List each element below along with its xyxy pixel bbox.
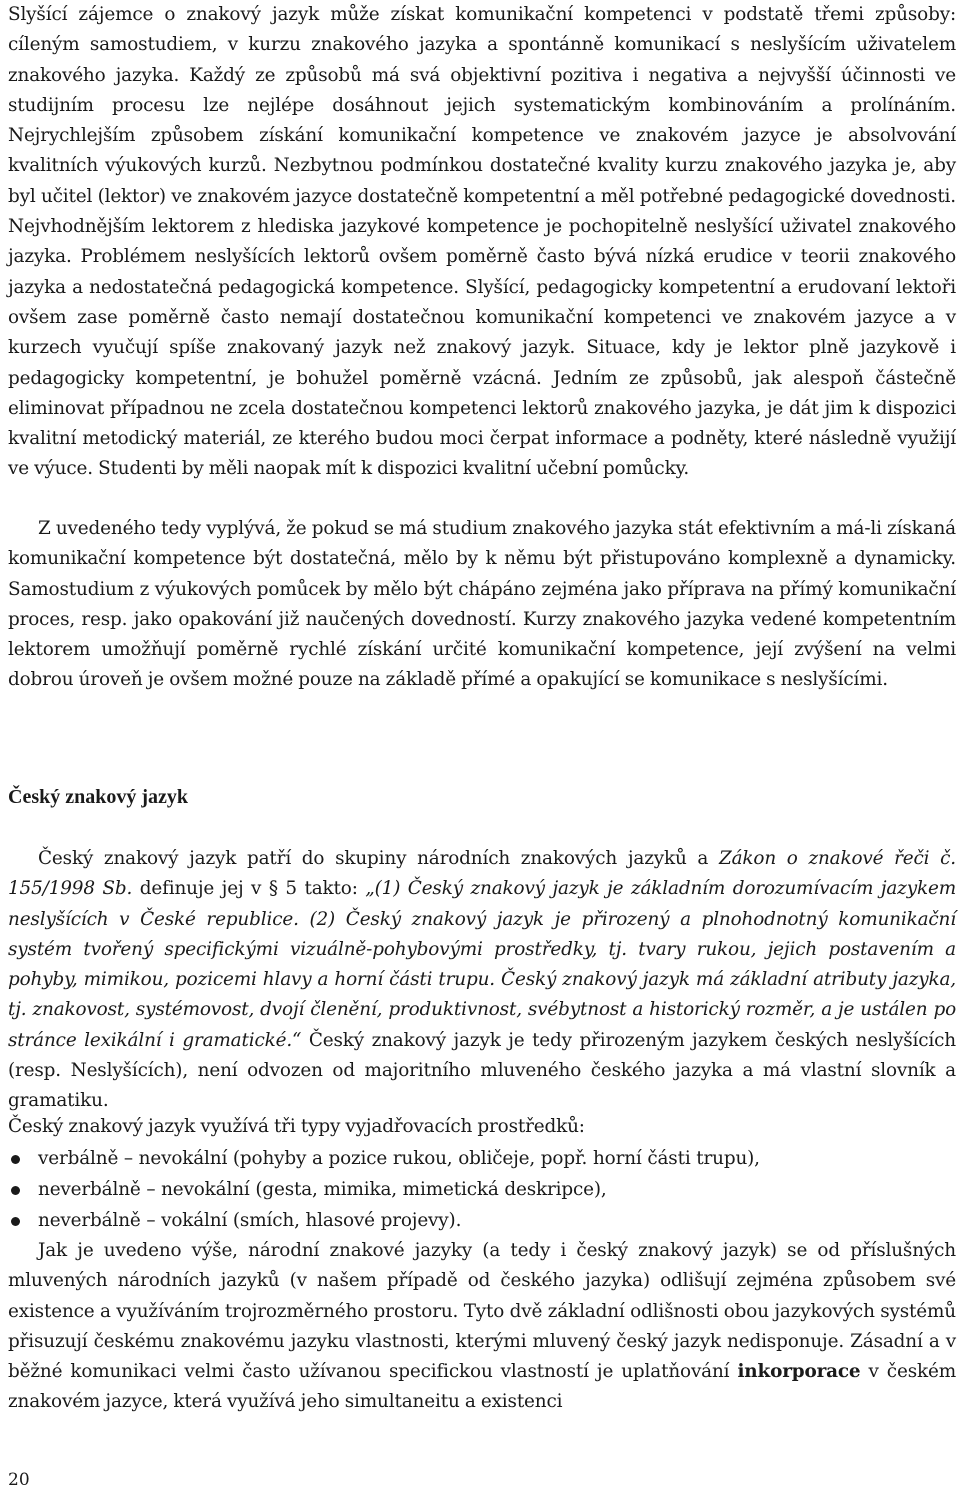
- list-item: [8, 1205, 956, 1236]
- bold-term: inkorporace: [737, 1361, 861, 1383]
- text-span: definuje jej v § 5 takto:: [132, 878, 366, 900]
- law-name: Zákon o znakové řeči č. 155/1998 Sb.: [8, 848, 956, 900]
- bullet-icon: [11, 1155, 20, 1164]
- list-item-text: verbálně – nevokální (pohyby a pozice rukou, obličeje, popř. horní části trupu),: [38, 1148, 760, 1169]
- section-heading: Český znakový jazyk: [8, 786, 189, 808]
- list-item-text: neverbálně – nevokální (gesta, mimika, mimetická deskripce),: [38, 1179, 607, 1200]
- text-span: Jak je uvedeno výše, národní znakové jazyky (a tedy i český znakový jazyk) se od příslušných mluvených národních jazyků (v našem případě od českého jazyka) odlišují zejména způsobem své existence a využíváním trojrozměrného prostoru. Tyto dvě základní odlišnosti obou jazykových systémů přisuzují českému znakovému jazyku vlastnosti, kterými mluvený český jazyk nedisponuje. Zásadní a v běžné komunikaci velmi často užívanou specifickou vlastností je uplatňování: [8, 1240, 956, 1383]
- list-item-text: neverbálně – vokální (smích, hlasové projevy).: [38, 1210, 462, 1231]
- text-span: Český znakový jazyk je tedy přirozeným jazykem českých neslyšících (resp. Neslyšících), není odvozen od majoritního mluveného českého jazyka a má vlastní slovník a gramatiku.: [8, 1029, 956, 1112]
- paragraph: Z uvedeného tedy vyplývá, že pokud se má studium znakového jazyka stát efektivním a má-li získaná komunikační kompetence být dostatečná, mělo by k němu být přistupováno komplexně a dynamicky. Samostudium z výukových pomůcek by mělo být chápáno zejména jako příprava na přímý komunikační proces, resp. jako opakování již naučených dovedností. Kurzy znakového jazyka vedené kompetentním lektorem umožňují poměrně rychlé získání určité komunikační kompetence, její zvýšení na velmi dobrou úroveň je ovšem možné pouze na základě přímé a opakující se komunikace s neslyšícími.: [8, 518, 956, 691]
- text-span: Český znakový jazyk patří do skupiny národních znakových jazyků a: [38, 848, 719, 869]
- law-quote: „(1) Český znakový jazyk je základním dorozumívacím jazykem neslyšících v České republice. (2) Český znakový jazyk je přirozený a plnohodnotný komunikační systém tvořený specifickými vizuálně-pohybovými prostředky, tj. tvary rukou, jejich postavením a pohyby, mimikou, pozicemi hlavy a horní části trupu. Český znakový jazyk má základní atributy jazyka, tj. znakovost, systémovost, dvojí členění, produktivnost, svébytnost a historický rozměr, a je ustálen po stránce lexikální i gramatické.“: [8, 878, 956, 1051]
- list-item: [8, 1174, 956, 1205]
- bullet-list: [8, 1143, 956, 1236]
- paragraph-law-definition: [8, 844, 956, 1117]
- text-span: v českém znakovém jazyce, která využívá jeho simultaneitu a existenci: [8, 1361, 956, 1413]
- paragraph: Český znakový jazyk využívá tři typy vyjadřovacích prostředků:: [8, 1116, 585, 1137]
- paragraph: [8, 1236, 956, 1418]
- paragraph: Slyšící zájemce o znakový jazyk může získat komunikační kompetenci v podstatě třemi způsoby: cíleným samostudiem, v kurzu znakového jazyka a spontánně komunikací s neslyšícím uživatelem znakového jazyka. Každý ze způsobů má svá objektivní pozitiva i negativa a nejvyšší účinnosti ve studijním procesu lze nejlépe dosáhnout jejich systematickým kombinováním a prolínáním. Nejrychlejším způsobem získání komunikační kompetence ve znakovém jazyce je absolvování kvalitních výukových kurzů. Nezbytnou podmínkou dostatečné kvality kurzu znakového jazyka je, aby byl učitel (lektor) ve znakovém jazyce dostatečně kompetentní a měl potřebné pedagogické dovednosti. Nejvhodnějším lektorem z hlediska jazykové kompetence je pochopitelně neslyšící uživatel znakového jazyka. Problémem neslyšících lektorů ovšem poměrně často bývá nízká erudice v teorii znakového jazyka a nedostatečná pedagogická kompetence. Slyšící, pedagogicky kompetentní a erudovaní lektoři ovšem zase poměrně často nemají dostatečnou komunikační kompetenci ve znakovém jazyce a v kurzech vyučují spíše znakovaný jazyk než znakový jazyk. Situace, kdy je lektor plně jazykově i pedagogicky kompetentní, je bohužel poměrně vzácná. Jedním ze způsobů, jak alespoň částečně eliminovat případnou ne zcela dostatečnou kompetenci lektorů znakového jazyka, je dát jim k dispozici kvalitní metodický materiál, ze kterého budou moci čerpat informace a podněty, které následně využijí ve výuce. Studenti by měli naopak mít k dispozici kvalitní učební pomůcky.: [8, 4, 956, 480]
- bullet-icon: [11, 1217, 20, 1226]
- bullet-icon: [11, 1186, 20, 1195]
- page-number: 20: [8, 1470, 30, 1490]
- list-item: [8, 1143, 956, 1174]
